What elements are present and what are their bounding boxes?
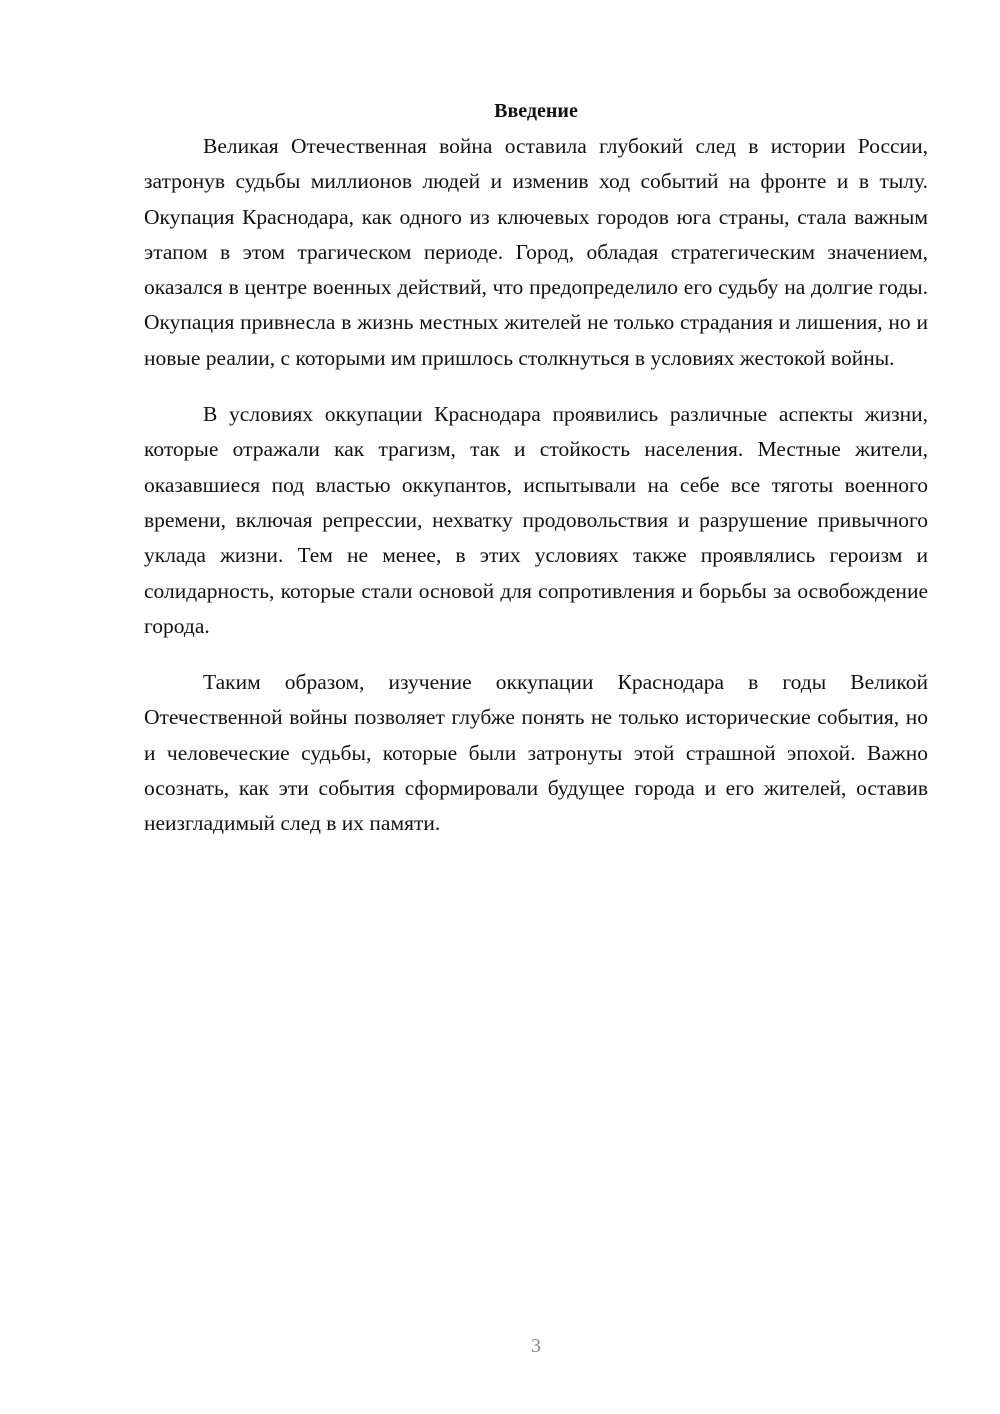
page-content bbox=[144, 94, 928, 863]
section-heading: Введение bbox=[494, 100, 578, 122]
paragraph-3: Таким образом, изучение оккупации Краснодара в годы Великой Отечественной войны позволяет глубже понять не только исторические события, но и человеческие судьбы, которые были затронуты этой страшной эпохой. Важно осознать, как эти события сформировали будущее города и его жителей, оставив неизгладимый след в их памяти. bbox=[144, 670, 928, 836]
paragraph-2: В условиях оккупации Краснодара проявились различные аспекты жизни, которые отражали как трагизм, так и стойкость населения. Местные жители, оказавшиеся под властью оккупантов, испытывали на себе все тяготы военного времени, включая репрессии, нехватку продовольствия и разрушение привычного уклада жизни. Тем не менее, в этих условиях также проявлялись героизм и солидарность, которые стали основой для сопротивления и борьбы за освобождение города. bbox=[144, 402, 928, 638]
page-number: 3 bbox=[531, 1335, 541, 1357]
paragraph-1: Великая Отечественная война оставила глубокий след в истории России, затронув судьбы миллионов людей и изменив ход событий на фронте и в тылу. Окупация Краснодара, как одного из ключевых городов юга страны, стала важным этапом в этом трагическом периоде. Город, обладая стратегическим значением, оказался в центре военных действий, что предопределило его судьбу на долгие годы. Окупация привнесла в жизнь местных жителей не только страдания и лишения, но и новые реалии, с которыми им пришлось столкнуться в условиях жестокой войны. bbox=[144, 134, 928, 370]
